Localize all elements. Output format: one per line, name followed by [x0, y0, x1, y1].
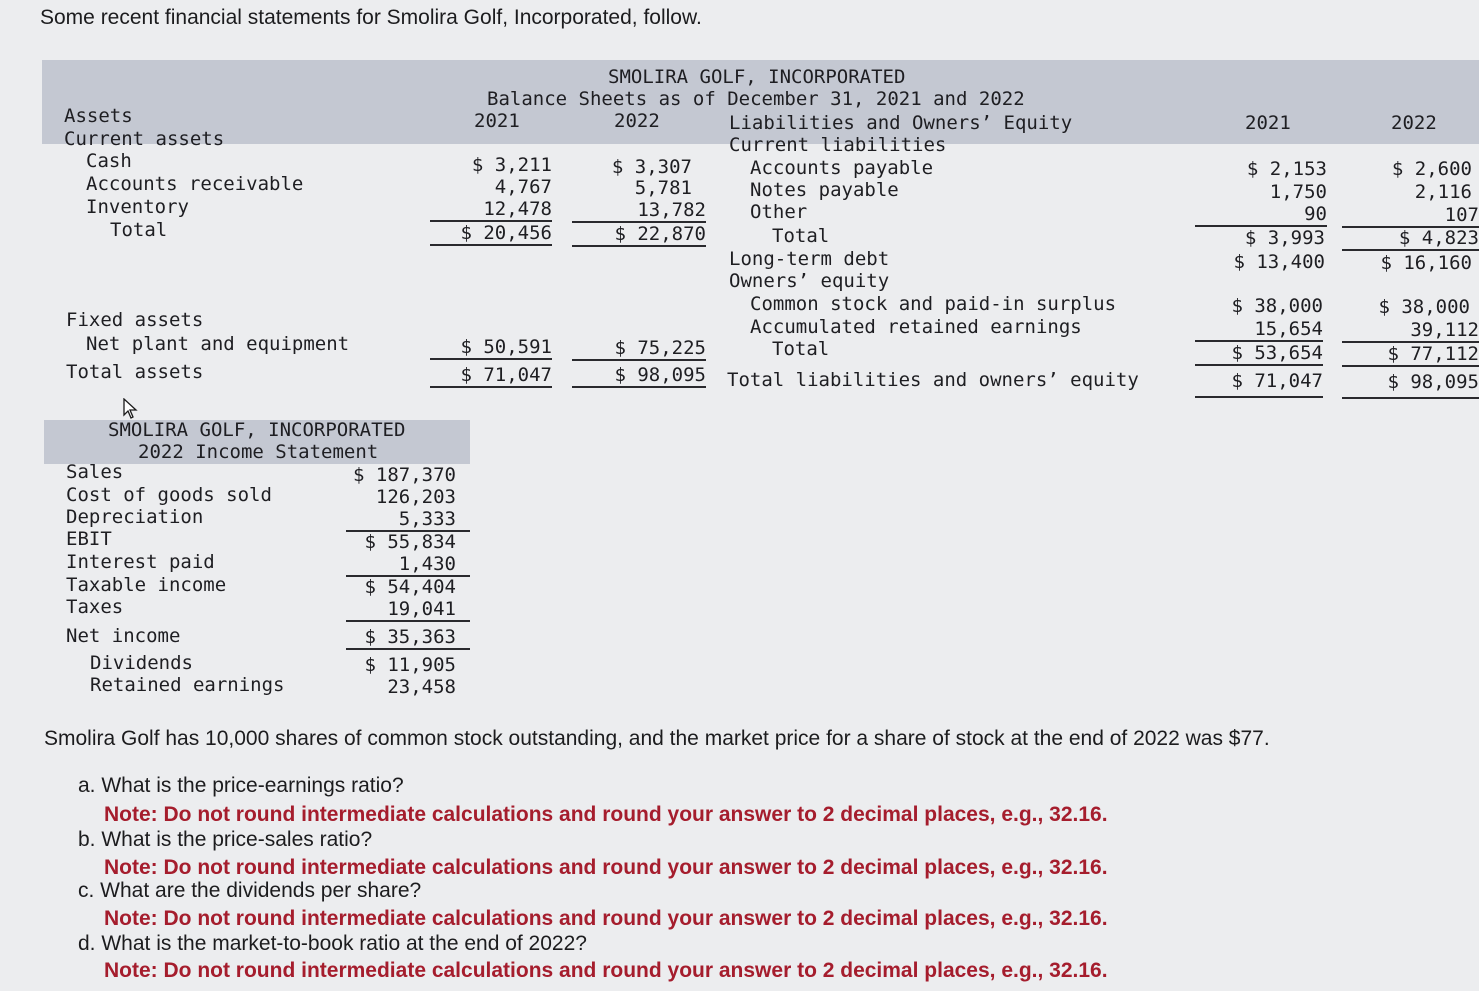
question-b: b. What is the price-sales ratio?	[78, 828, 373, 851]
assets-header: Assets	[64, 105, 133, 127]
income-statement-company: SMOLIRA GOLF, INCORPORATED	[108, 419, 406, 441]
common-stock-2021: $ 38,000	[1231, 295, 1323, 317]
dividends-value: $ 11,905	[364, 654, 456, 676]
dividends-label: Dividends	[90, 652, 193, 674]
fixed-assets-label: Fixed assets	[66, 309, 204, 331]
taxes-value: 19,041	[346, 598, 470, 622]
net-plant-2022: $ 75,225	[572, 337, 706, 361]
total-liabilities-equity-2021: $ 71,047	[1195, 370, 1323, 398]
question-c: c. What are the dividends per share?	[78, 879, 422, 902]
inventory-2021: 12,478	[430, 198, 552, 222]
cash-2022: $ 3,307	[611, 156, 692, 178]
interest-value: 1,430	[346, 553, 470, 577]
receivables-2022: 5,781	[634, 177, 692, 199]
balance-sheet-subtitle: Balance Sheets as of December 31, 2021 and 2022	[487, 88, 1025, 110]
taxable-income-value: $ 54,404	[364, 576, 456, 598]
other-label: Other	[750, 201, 808, 223]
current-assets-total-2021: $ 20,456	[430, 222, 552, 246]
receivables-2021: 4,767	[494, 176, 552, 198]
question-d: d. What is the market-to-book ratio at the end of 2022?	[78, 932, 587, 955]
accounts-payable-label: Accounts payable	[750, 157, 934, 179]
total-assets-2021: $ 71,047	[430, 364, 552, 388]
accounts-payable-2022: $ 2,600	[1391, 158, 1472, 180]
retained-earnings-label: Accumulated retained earnings	[750, 316, 1082, 338]
common-stock-label: Common stock and paid-in surplus	[750, 293, 1117, 315]
net-income-label: Net income	[66, 625, 181, 647]
current-liabilities-total-2022: $ 4,823	[1342, 227, 1479, 251]
cogs-label: Cost of goods sold	[66, 484, 272, 506]
year-2021-liabilities: 2021	[1245, 112, 1291, 134]
question-b-note: Note: Do not round intermediate calculations and round your answer to 2 decimal places, e.g., 32.16.	[104, 856, 1108, 879]
current-assets-total-label: Total	[110, 219, 168, 241]
year-2022-liabilities: 2022	[1391, 112, 1437, 134]
sales-label: Sales	[66, 461, 124, 483]
year-2021-assets: 2021	[474, 110, 520, 132]
owners-equity-label: Owners’ equity	[729, 270, 890, 292]
notes-payable-2022: 2,116	[1414, 181, 1472, 203]
question-c-note: Note: Do not round intermediate calculations and round your answer to 2 decimal places, e.g., 32.16.	[104, 907, 1108, 930]
taxes-label: Taxes	[66, 596, 124, 618]
current-assets-total-2022: $ 22,870	[572, 223, 706, 247]
cash-label: Cash	[86, 150, 132, 172]
owners-equity-total-2022: $ 77,112	[1342, 343, 1479, 367]
inventory-2022: 13,782	[572, 199, 706, 223]
intro-text: Some recent financial statements for Smolira Golf, Incorporated, follow.	[40, 6, 702, 29]
problem-statement: Smolira Golf has 10,000 shares of common stock outstanding, and the market price for a share of stock at the end of 2022 was $77.	[44, 727, 1270, 750]
common-stock-2022: $ 38,000	[1378, 296, 1470, 318]
current-liabilities-label: Current liabilities	[729, 134, 947, 156]
interest-label: Interest paid	[66, 551, 215, 573]
ebit-label: EBIT	[66, 528, 112, 550]
other-2021: 90	[1195, 203, 1327, 227]
retained-earnings-2021: 15,654	[1195, 318, 1323, 342]
net-income-value: $ 35,363	[346, 626, 470, 650]
receivables-label: Accounts receivable	[86, 173, 304, 195]
sales-value: $ 187,370	[353, 464, 456, 486]
depreciation-label: Depreciation	[66, 506, 204, 528]
owners-equity-total-label: Total	[772, 338, 830, 360]
total-liabilities-equity-2022: $ 98,095	[1342, 371, 1479, 399]
year-2022-assets: 2022	[614, 110, 660, 132]
long-term-debt-2022: $ 16,160	[1380, 252, 1472, 274]
ebit-value: $ 55,834	[364, 531, 456, 553]
balance-sheet-company: SMOLIRA GOLF, INCORPORATED	[608, 66, 906, 88]
inventory-label: Inventory	[86, 196, 189, 218]
net-plant-2021: $ 50,591	[430, 336, 552, 360]
net-plant-label: Net plant and equipment	[86, 333, 350, 355]
current-liabilities-total-label: Total	[772, 225, 830, 247]
current-liabilities-total-2021: $ 3,993	[1244, 227, 1325, 249]
total-liabilities-equity-label: Total liabilities and owners’ equity	[727, 369, 1139, 391]
long-term-debt-2021: $ 13,400	[1233, 251, 1325, 273]
cash-2021: $ 3,211	[471, 154, 552, 176]
retained-earnings-is-value: 23,458	[387, 676, 456, 698]
notes-payable-2021: 1,750	[1269, 181, 1327, 203]
current-assets-label: Current assets	[64, 128, 225, 150]
question-d-note: Note: Do not round intermediate calculations and round your answer to 2 decimal places, e.g., 32.16.	[104, 959, 1108, 982]
other-2022: 107	[1342, 204, 1479, 228]
cogs-value: 126,203	[375, 486, 456, 508]
long-term-debt-label: Long-term debt	[729, 248, 890, 270]
depreciation-value: 5,333	[346, 508, 470, 532]
accounts-payable-2021: $ 2,153	[1246, 158, 1327, 180]
liabilities-header: Liabilities and Owners’ Equity	[729, 112, 1073, 134]
owners-equity-total-2021: $ 53,654	[1195, 342, 1323, 366]
total-assets-2022: $ 98,095	[572, 364, 706, 388]
notes-payable-label: Notes payable	[750, 179, 899, 201]
question-a-note: Note: Do not round intermediate calculations and round your answer to 2 decimal places, e.g., 32.16.	[104, 803, 1108, 826]
retained-earnings-2022: 39,112	[1342, 319, 1479, 343]
total-assets-label: Total assets	[66, 361, 204, 383]
retained-earnings-is-label: Retained earnings	[90, 674, 285, 696]
income-statement-title: 2022 Income Statement	[138, 441, 379, 463]
taxable-income-label: Taxable income	[66, 574, 227, 596]
question-a: a. What is the price-earnings ratio?	[78, 774, 404, 797]
